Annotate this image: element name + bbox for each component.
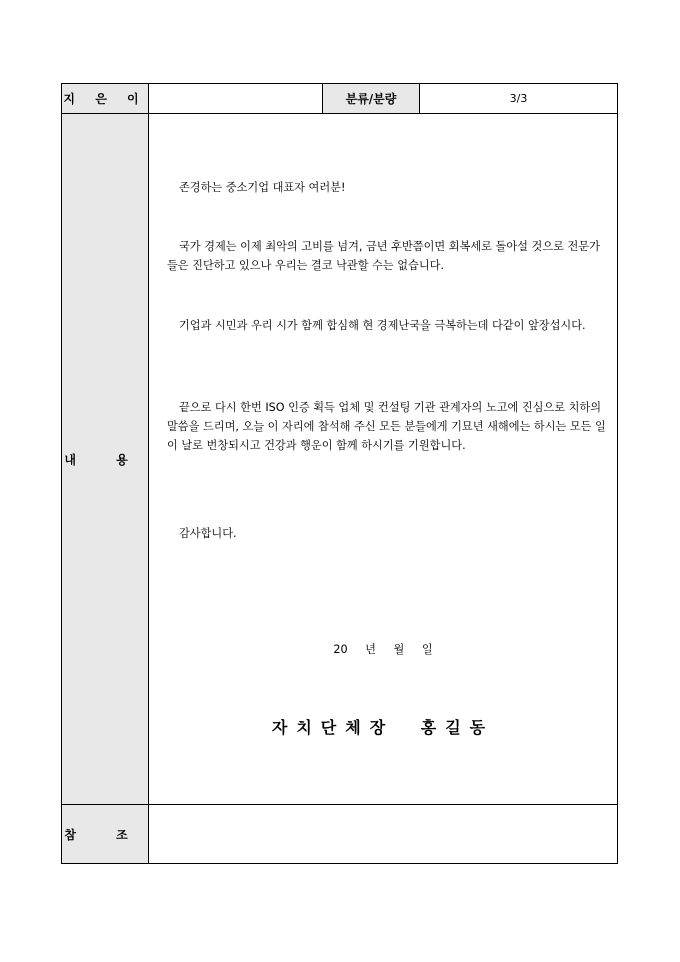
author-label-text: 지 은 이 bbox=[63, 92, 147, 106]
signer-name: 자치단체장 홍길동 bbox=[271, 718, 495, 737]
category-label: 분류/분량 bbox=[323, 84, 420, 114]
paragraph-3: 끝으로 다시 한번 ISO 인증 획득 업체 및 컨설팅 기관 관계자의 노고에 진심으로 치하의 말씀을 드리며, 오늘 이 자리에 참석해 주신 모든 분들에게 기묘년 새해에는 하시는 모든 일이 날로 번창되시고 건강과 행운이 함께 하시기를 기원합니다. bbox=[167, 401, 606, 452]
author-value bbox=[149, 84, 323, 114]
paragraph-1: 국가 경제는 이제 최악의 고비를 넘겨, 금년 후반쯤이면 회복세로 돌아설 것으로 전문가들은 진단하고 있으나 우리는 결코 낙관할 수는 없습니다. bbox=[167, 240, 600, 272]
content-section-label bbox=[62, 114, 149, 805]
date-line: 20 년 월 일 bbox=[333, 643, 433, 656]
document-form-table bbox=[61, 83, 618, 864]
content-section-label-text: 내 용 bbox=[64, 452, 146, 467]
reference-label bbox=[62, 805, 149, 864]
author-label bbox=[62, 84, 149, 114]
body-row bbox=[62, 114, 618, 805]
reference-value bbox=[149, 805, 618, 864]
greeting: 존경하는 중소기업 대표자 여러분! bbox=[179, 181, 346, 194]
reference-row bbox=[62, 805, 618, 864]
reference-label-text: 참 조 bbox=[64, 827, 146, 842]
letter-content bbox=[149, 114, 617, 804]
thanks: 감사합니다. bbox=[179, 527, 237, 540]
content-cell bbox=[149, 114, 618, 805]
paragraph-2: 기업과 시민과 우리 시가 함께 합심해 현 경제난국을 극복하는데 다같이 앞장섭시다. bbox=[179, 319, 586, 332]
category-value: 3/3 bbox=[420, 84, 618, 114]
header-row bbox=[62, 84, 618, 114]
